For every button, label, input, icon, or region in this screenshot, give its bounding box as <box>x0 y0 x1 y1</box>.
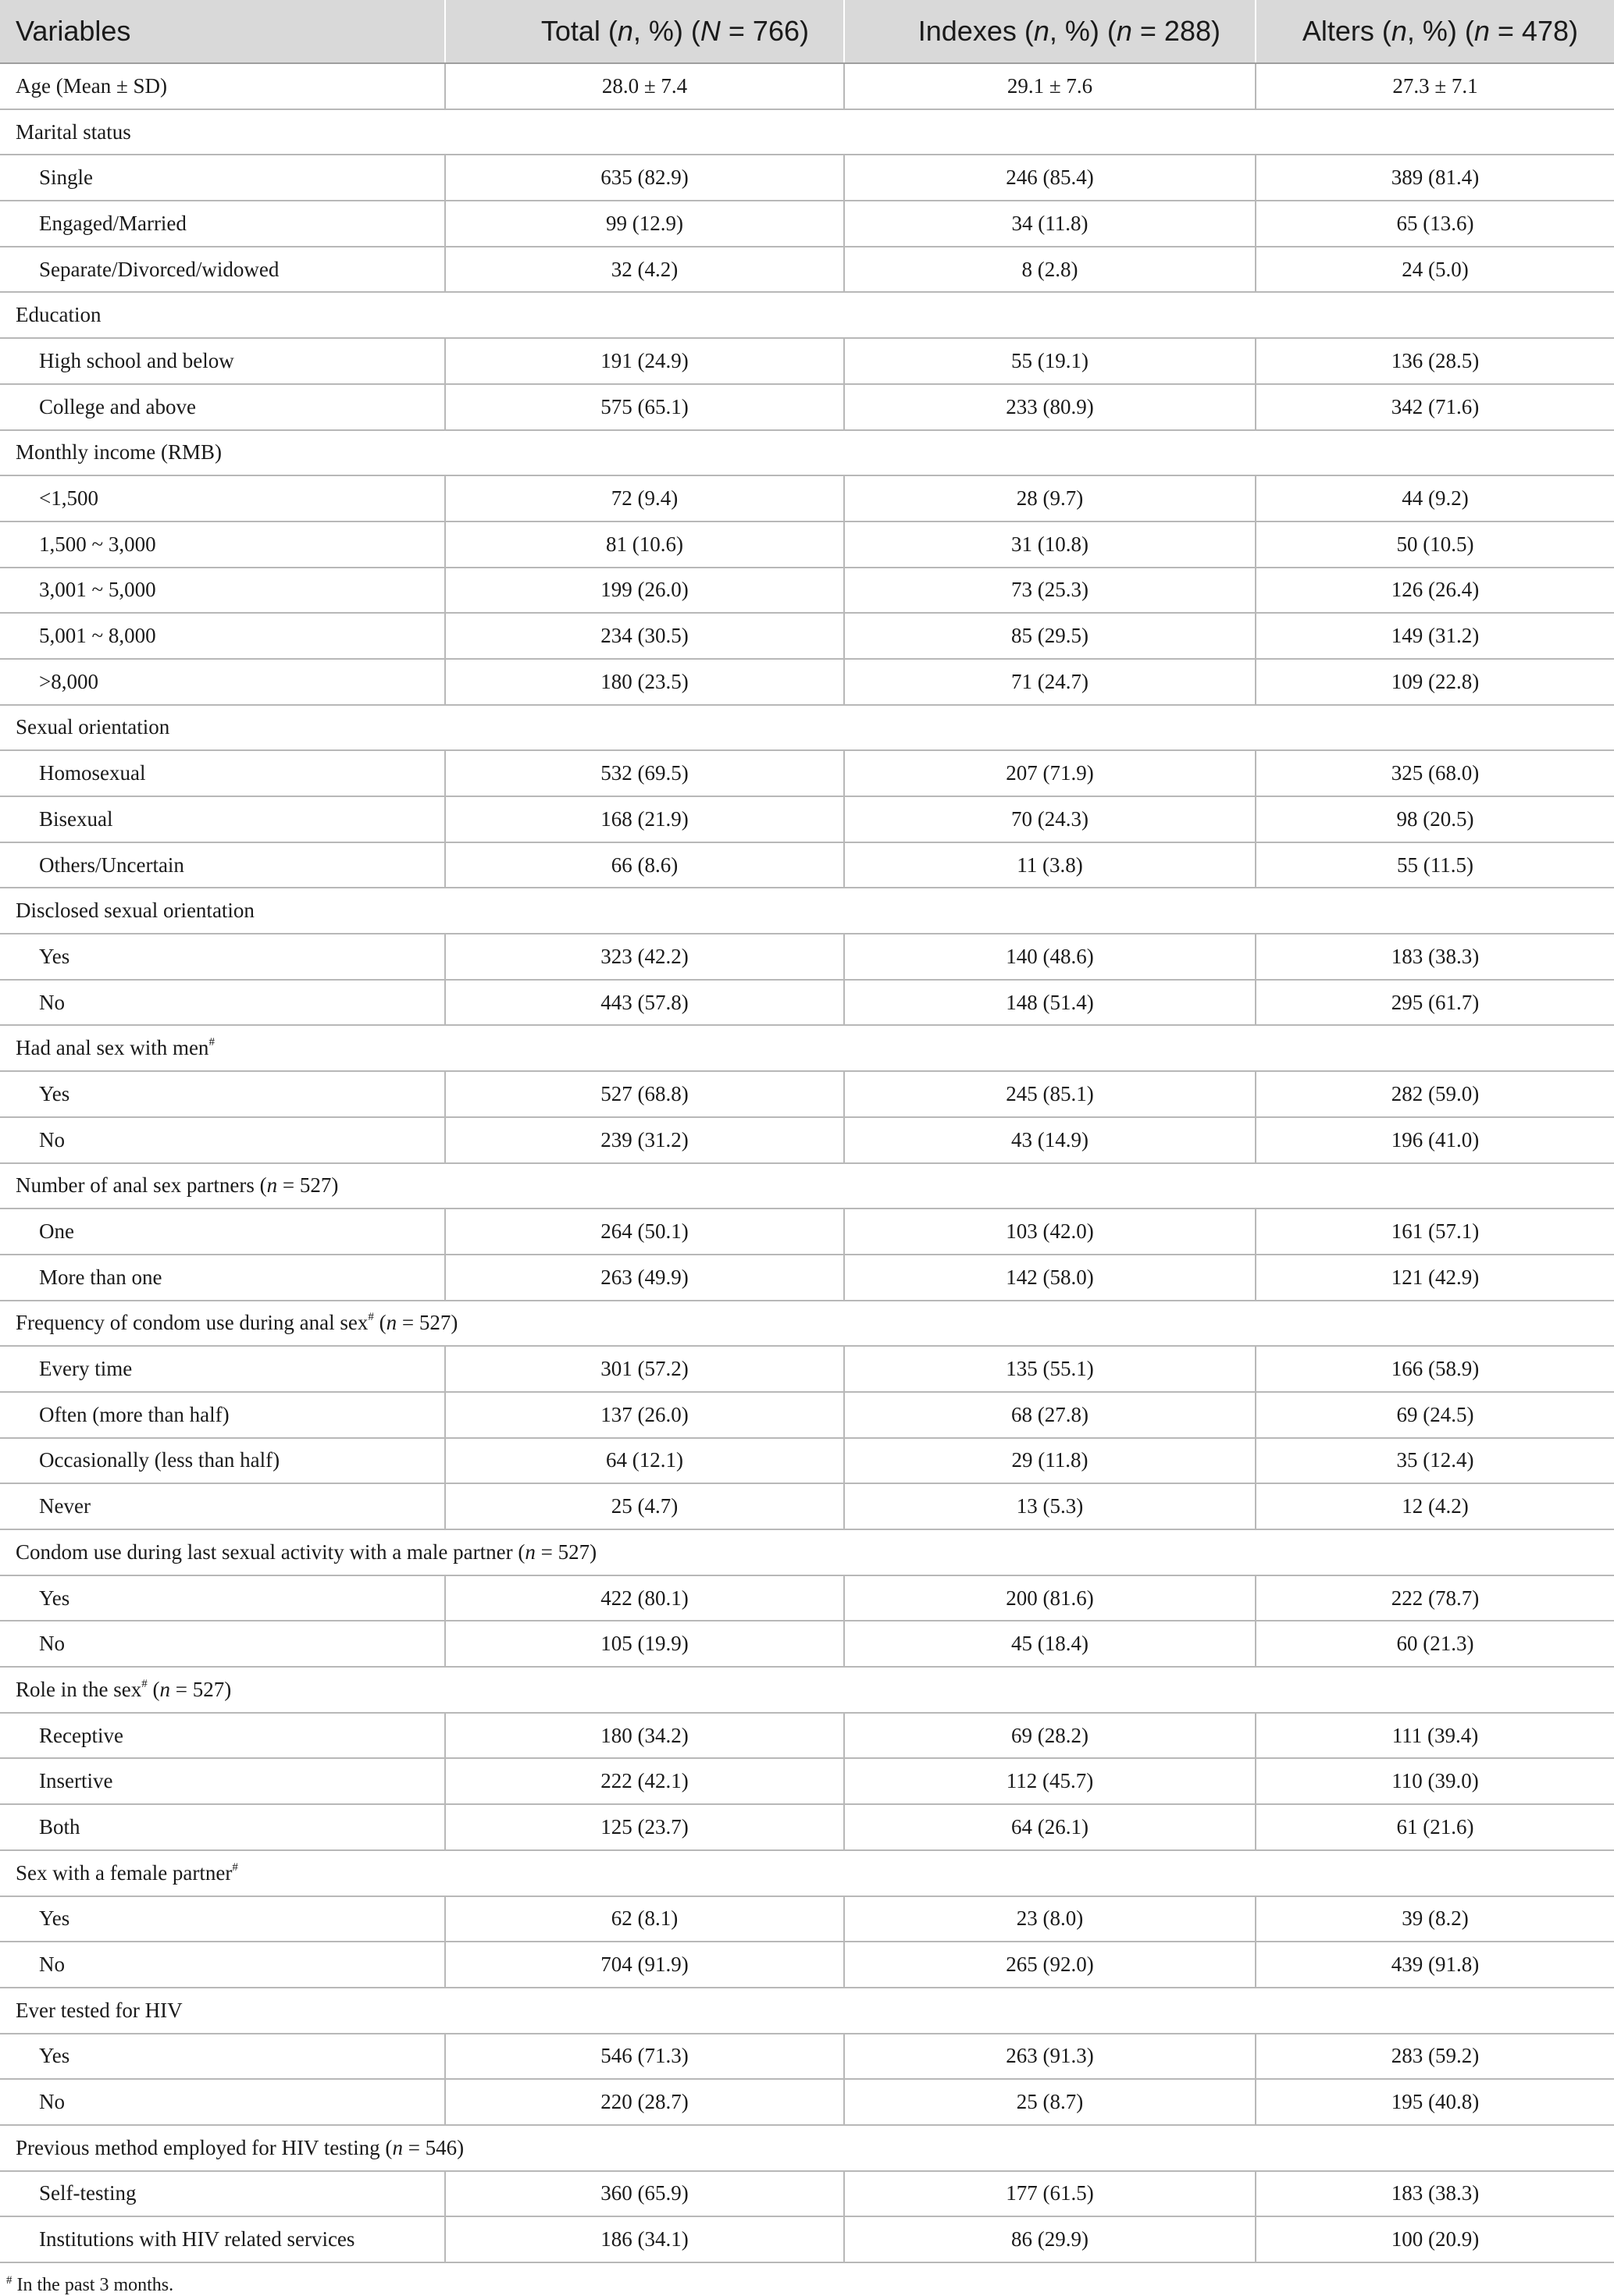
total-value: 64 (12.1) <box>445 1438 844 1484</box>
total-value: 301 (57.2) <box>445 1346 844 1392</box>
table-row <box>0 1621 1614 1667</box>
row-label <box>0 568 445 614</box>
alters-value: 121 (42.9) <box>1256 1255 1614 1301</box>
table-row <box>0 1896 1614 1942</box>
table-row <box>0 613 1614 659</box>
label-text: Ever tested for HIV <box>16 1998 183 2022</box>
label-italic: n <box>525 1540 536 1564</box>
indexes-value: 11 (3.8) <box>844 842 1256 888</box>
label-text: 1,500 ~ 3,000 <box>39 532 156 556</box>
label-text: College and above <box>39 394 196 418</box>
indexes-value: 34 (11.8) <box>844 201 1256 247</box>
label-italic: n <box>159 1677 170 1701</box>
indexes-value: 71 (24.7) <box>844 659 1256 705</box>
group-row <box>0 1988 1614 2034</box>
alters-value: 183 (38.3) <box>1256 2171 1614 2217</box>
total-value: 32 (4.2) <box>445 247 844 293</box>
group-row <box>0 888 1614 934</box>
alters-value: 439 (91.8) <box>1256 1942 1614 1988</box>
table-row <box>0 568 1614 614</box>
indexes-value: 177 (61.5) <box>844 2171 1256 2217</box>
group-row <box>0 292 1614 338</box>
label-text: Yes <box>39 2044 70 2068</box>
total-value: 191 (24.9) <box>445 338 844 384</box>
group-label <box>0 1529 1614 1575</box>
label-text: 3,001 ~ 5,000 <box>39 578 156 602</box>
row-label <box>0 1071 445 1117</box>
indexes-value: 265 (92.0) <box>844 1942 1256 1988</box>
table-row <box>0 201 1614 247</box>
indexes-value: 29 (11.8) <box>844 1438 1256 1484</box>
label-text: Yes <box>39 1906 70 1931</box>
label-text: Self-testing <box>39 2181 137 2205</box>
group-row <box>0 109 1614 155</box>
alters-value: 149 (31.2) <box>1256 613 1614 659</box>
row-label <box>0 63 445 109</box>
footnote <box>0 2263 1614 2296</box>
table-row <box>0 1346 1614 1392</box>
label-text-cont: ( <box>147 1677 160 1701</box>
total-value: 99 (12.9) <box>445 201 844 247</box>
table-row <box>0 1209 1614 1255</box>
alters-value: 136 (28.5) <box>1256 338 1614 384</box>
label-text: Age (Mean ± SD) <box>16 73 168 98</box>
table-row <box>0 842 1614 888</box>
table-row <box>0 980 1614 1026</box>
table-row <box>0 155 1614 201</box>
indexes-value: 23 (8.0) <box>844 1896 1256 1942</box>
table-row <box>0 750 1614 796</box>
row-label <box>0 1804 445 1850</box>
alters-value: 109 (22.8) <box>1256 659 1614 705</box>
row-label <box>0 1438 445 1484</box>
total-value: 234 (30.5) <box>445 613 844 659</box>
alters-value: 61 (21.6) <box>1256 1804 1614 1850</box>
table-row <box>0 1804 1614 1850</box>
indexes-value: 140 (48.6) <box>844 934 1256 980</box>
alters-value: 111 (39.4) <box>1256 1713 1614 1759</box>
indexes-value: 148 (51.4) <box>844 980 1256 1026</box>
alters-value: 24 (5.0) <box>1256 247 1614 293</box>
label-text: >8,000 <box>39 669 98 693</box>
total-value: 105 (19.9) <box>445 1621 844 1667</box>
alters-value: 55 (11.5) <box>1256 842 1614 888</box>
alters-value: 60 (21.3) <box>1256 1621 1614 1667</box>
label-text: Often (more than half) <box>39 1402 230 1426</box>
label-text: Monthly income (RMB) <box>16 440 222 465</box>
total-value: 323 (42.2) <box>445 934 844 980</box>
label-text: Both <box>39 1814 80 1839</box>
indexes-value: 245 (85.1) <box>844 1071 1256 1117</box>
label-text-cont: ( <box>373 1311 387 1335</box>
row-label <box>0 980 445 1026</box>
alters-value: 282 (59.0) <box>1256 1071 1614 1117</box>
group-label <box>0 2125 1614 2171</box>
alters-value: 222 (78.7) <box>1256 1575 1614 1621</box>
header-variables: Variables <box>0 0 445 63</box>
table-row <box>0 1117 1614 1163</box>
label-text: Education <box>16 303 102 327</box>
label-italic: n <box>386 1311 397 1335</box>
indexes-value: 31 (10.8) <box>844 521 1256 568</box>
indexes-value: 70 (24.3) <box>844 796 1256 842</box>
indexes-value: 28 (9.7) <box>844 475 1256 521</box>
indexes-value: 207 (71.9) <box>844 750 1256 796</box>
alters-value: 389 (81.4) <box>1256 155 1614 201</box>
table-row <box>0 659 1614 705</box>
table-row <box>0 1392 1614 1438</box>
label-text: Single <box>39 166 94 190</box>
label-italic: n <box>392 2135 403 2159</box>
table-row <box>0 1255 1614 1301</box>
row-label <box>0 1713 445 1759</box>
alters-value: 126 (26.4) <box>1256 568 1614 614</box>
total-value: 264 (50.1) <box>445 1209 844 1255</box>
alters-value: 325 (68.0) <box>1256 750 1614 796</box>
row-label <box>0 2079 445 2125</box>
group-label <box>0 1667 1614 1713</box>
label-text: Others/Uncertain <box>39 853 184 877</box>
label-text: Number of anal sex partners ( <box>16 1173 267 1198</box>
group-row <box>0 1025 1614 1071</box>
indexes-value: 86 (29.9) <box>844 2216 1256 2262</box>
label-text: Sexual orientation <box>16 715 170 739</box>
total-value: 168 (21.9) <box>445 796 844 842</box>
row-label <box>0 2034 445 2080</box>
label-text: Had anal sex with men <box>16 1036 209 1060</box>
indexes-value: 68 (27.8) <box>844 1392 1256 1438</box>
total-value: 220 (28.7) <box>445 2079 844 2125</box>
group-label <box>0 1301 1614 1347</box>
footnote-mark: # <box>6 2274 12 2287</box>
total-value: 527 (68.8) <box>445 1071 844 1117</box>
row-label <box>0 659 445 705</box>
total-value: 635 (82.9) <box>445 155 844 201</box>
total-value: 25 (4.7) <box>445 1483 844 1529</box>
total-value: 239 (31.2) <box>445 1117 844 1163</box>
table-row <box>0 796 1614 842</box>
group-label <box>0 430 1614 476</box>
row-label <box>0 384 445 430</box>
total-value: 704 (91.9) <box>445 1942 844 1988</box>
footnote-marker: # <box>232 1860 238 1874</box>
row-label <box>0 1483 445 1529</box>
group-row <box>0 430 1614 476</box>
group-label <box>0 888 1614 934</box>
label-suffix: = 527) <box>277 1173 339 1198</box>
indexes-value: 233 (80.9) <box>844 384 1256 430</box>
group-row <box>0 1301 1614 1347</box>
row-label <box>0 842 445 888</box>
total-value: 532 (69.5) <box>445 750 844 796</box>
alters-value: 98 (20.5) <box>1256 796 1614 842</box>
row-label <box>0 1346 445 1392</box>
total-value: 28.0 ± 7.4 <box>445 63 844 109</box>
total-value: 137 (26.0) <box>445 1392 844 1438</box>
label-text: Yes <box>39 944 70 968</box>
label-text: Occasionally (less than half) <box>39 1448 280 1472</box>
row-label <box>0 1255 445 1301</box>
table-row <box>0 1071 1614 1117</box>
header-total: Total (n, %) (N = 766) <box>445 0 844 63</box>
group-label <box>0 1025 1614 1071</box>
label-text: Insertive <box>39 1769 113 1793</box>
label-text: Marital status <box>16 119 131 144</box>
alters-value: 12 (4.2) <box>1256 1483 1614 1529</box>
label-text: Previous method employed for HIV testing ( <box>16 2135 393 2159</box>
row-label <box>0 1575 445 1621</box>
table-row <box>0 1438 1614 1484</box>
table-row <box>0 247 1614 293</box>
label-text: 5,001 ~ 8,000 <box>39 624 156 648</box>
total-value: 180 (23.5) <box>445 659 844 705</box>
alters-value: 161 (57.1) <box>1256 1209 1614 1255</box>
row-label <box>0 1621 445 1667</box>
alters-value: 295 (61.7) <box>1256 980 1614 1026</box>
row-label <box>0 521 445 568</box>
table-body <box>0 63 1614 2262</box>
row-label <box>0 1117 445 1163</box>
indexes-value: 69 (28.2) <box>844 1713 1256 1759</box>
table-row <box>0 475 1614 521</box>
table-row <box>0 934 1614 980</box>
row-label <box>0 1758 445 1804</box>
total-value: 222 (42.1) <box>445 1758 844 1804</box>
row-label <box>0 1896 445 1942</box>
footnote-text: In the past 3 months. <box>12 2275 174 2295</box>
label-text: Never <box>39 1494 91 1518</box>
label-suffix: = 546) <box>402 2135 465 2159</box>
table-row <box>0 2216 1614 2262</box>
row-label <box>0 247 445 293</box>
row-label <box>0 796 445 842</box>
row-label <box>0 155 445 201</box>
group-row <box>0 1529 1614 1575</box>
alters-value: 27.3 ± 7.1 <box>1256 63 1614 109</box>
table-header-row <box>0 0 1614 63</box>
label-text: Homosexual <box>39 761 146 785</box>
label-text: Receptive <box>39 1723 123 1747</box>
label-text: <1,500 <box>39 486 98 511</box>
label-text: Every time <box>39 1357 133 1381</box>
total-value: 186 (34.1) <box>445 2216 844 2262</box>
alters-value: 342 (71.6) <box>1256 384 1614 430</box>
alters-value: 195 (40.8) <box>1256 2079 1614 2125</box>
total-value: 72 (9.4) <box>445 475 844 521</box>
indexes-value: 142 (58.0) <box>844 1255 1256 1301</box>
group-row <box>0 1850 1614 1896</box>
label-text: Disclosed sexual orientation <box>16 899 255 923</box>
label-text: Condom use during last sexual activity with a male partner ( <box>16 1540 526 1564</box>
table-row <box>0 384 1614 430</box>
row-label <box>0 2171 445 2217</box>
indexes-value: 55 (19.1) <box>844 338 1256 384</box>
label-text: Bisexual <box>39 806 113 831</box>
total-value: 575 (65.1) <box>445 384 844 430</box>
row-label <box>0 1392 445 1438</box>
alters-value: 100 (20.9) <box>1256 2216 1614 2262</box>
alters-value: 110 (39.0) <box>1256 1758 1614 1804</box>
row-label <box>0 934 445 980</box>
header-alters: Alters (n, %) (n = 478) <box>1256 0 1614 63</box>
footnote-marker: # <box>208 1036 215 1049</box>
group-row <box>0 2125 1614 2171</box>
row-label <box>0 201 445 247</box>
alters-value: 196 (41.0) <box>1256 1117 1614 1163</box>
table-row <box>0 1758 1614 1804</box>
indexes-value: 263 (91.3) <box>844 2034 1256 2080</box>
label-text: No <box>39 1127 65 1152</box>
label-suffix: = 527) <box>397 1311 458 1335</box>
indexes-value: 13 (5.3) <box>844 1483 1256 1529</box>
row-label <box>0 338 445 384</box>
indexes-value: 43 (14.9) <box>844 1117 1256 1163</box>
alters-value: 69 (24.5) <box>1256 1392 1614 1438</box>
indexes-value: 73 (25.3) <box>844 568 1256 614</box>
alters-value: 183 (38.3) <box>1256 934 1614 980</box>
table-row <box>0 2171 1614 2217</box>
alters-value: 50 (10.5) <box>1256 521 1614 568</box>
row-label <box>0 475 445 521</box>
alters-value: 65 (13.6) <box>1256 201 1614 247</box>
table-row <box>0 63 1614 109</box>
group-label <box>0 1163 1614 1209</box>
label-text: High school and below <box>39 348 234 372</box>
group-row <box>0 1163 1614 1209</box>
indexes-value: 45 (18.4) <box>844 1621 1256 1667</box>
alters-value: 44 (9.2) <box>1256 475 1614 521</box>
label-text: Engaged/Married <box>39 211 187 235</box>
label-text: More than one <box>39 1265 162 1289</box>
indexes-value: 85 (29.5) <box>844 613 1256 659</box>
table-row <box>0 1575 1614 1621</box>
group-label <box>0 1988 1614 2034</box>
label-text: Role in the sex <box>16 1677 142 1701</box>
row-label <box>0 613 445 659</box>
label-text: Frequency of condom use during anal sex <box>16 1311 369 1335</box>
table-row <box>0 338 1614 384</box>
indexes-value: 103 (42.0) <box>844 1209 1256 1255</box>
table-row <box>0 1483 1614 1529</box>
label-text: Sex with a female partner <box>16 1860 233 1885</box>
group-label <box>0 292 1614 338</box>
label-text: No <box>39 1632 65 1656</box>
alters-value: 283 (59.2) <box>1256 2034 1614 2080</box>
row-label <box>0 1942 445 1988</box>
group-label <box>0 109 1614 155</box>
group-label <box>0 705 1614 751</box>
total-value: 81 (10.6) <box>445 521 844 568</box>
group-row <box>0 1667 1614 1713</box>
total-value: 62 (8.1) <box>445 1896 844 1942</box>
table-row <box>0 1942 1614 1988</box>
label-text: One <box>39 1219 74 1244</box>
label-text: Institutions with HIV related services <box>39 2227 355 2252</box>
total-value: 422 (80.1) <box>445 1575 844 1621</box>
group-row <box>0 705 1614 751</box>
total-value: 180 (34.2) <box>445 1713 844 1759</box>
label-text: No <box>39 990 65 1014</box>
total-value: 546 (71.3) <box>445 2034 844 2080</box>
label-suffix: = 527) <box>535 1540 597 1564</box>
footnote-marker: # <box>368 1311 374 1324</box>
total-value: 360 (65.9) <box>445 2171 844 2217</box>
label-text: No <box>39 1952 65 1977</box>
footnote-marker: # <box>141 1677 148 1690</box>
table-row <box>0 2034 1614 2080</box>
total-value: 199 (26.0) <box>445 568 844 614</box>
indexes-value: 29.1 ± 7.6 <box>844 63 1256 109</box>
alters-value: 35 (12.4) <box>1256 1438 1614 1484</box>
label-text: Separate/Divorced/widowed <box>39 257 280 281</box>
alters-value: 39 (8.2) <box>1256 1896 1614 1942</box>
indexes-value: 200 (81.6) <box>844 1575 1256 1621</box>
indexes-value: 135 (55.1) <box>844 1346 1256 1392</box>
table-row <box>0 2079 1614 2125</box>
total-value: 263 (49.9) <box>445 1255 844 1301</box>
indexes-value: 112 (45.7) <box>844 1758 1256 1804</box>
total-value: 125 (23.7) <box>445 1804 844 1850</box>
table-row <box>0 1713 1614 1759</box>
indexes-value: 64 (26.1) <box>844 1804 1256 1850</box>
label-text: No <box>39 2090 65 2114</box>
label-suffix: = 527) <box>169 1677 232 1701</box>
total-value: 66 (8.6) <box>445 842 844 888</box>
total-value: 443 (57.8) <box>445 980 844 1026</box>
row-label <box>0 2216 445 2262</box>
label-text: Yes <box>39 1586 70 1610</box>
row-label <box>0 1209 445 1255</box>
header-indexes: Indexes (n, %) (n = 288) <box>844 0 1256 63</box>
group-label <box>0 1850 1614 1896</box>
row-label <box>0 750 445 796</box>
indexes-value: 246 (85.4) <box>844 155 1256 201</box>
table-row <box>0 521 1614 568</box>
alters-value: 166 (58.9) <box>1256 1346 1614 1392</box>
label-italic: n <box>266 1173 278 1198</box>
indexes-value: 25 (8.7) <box>844 2079 1256 2125</box>
indexes-value: 8 (2.8) <box>844 247 1256 293</box>
label-text: Yes <box>39 1081 70 1105</box>
